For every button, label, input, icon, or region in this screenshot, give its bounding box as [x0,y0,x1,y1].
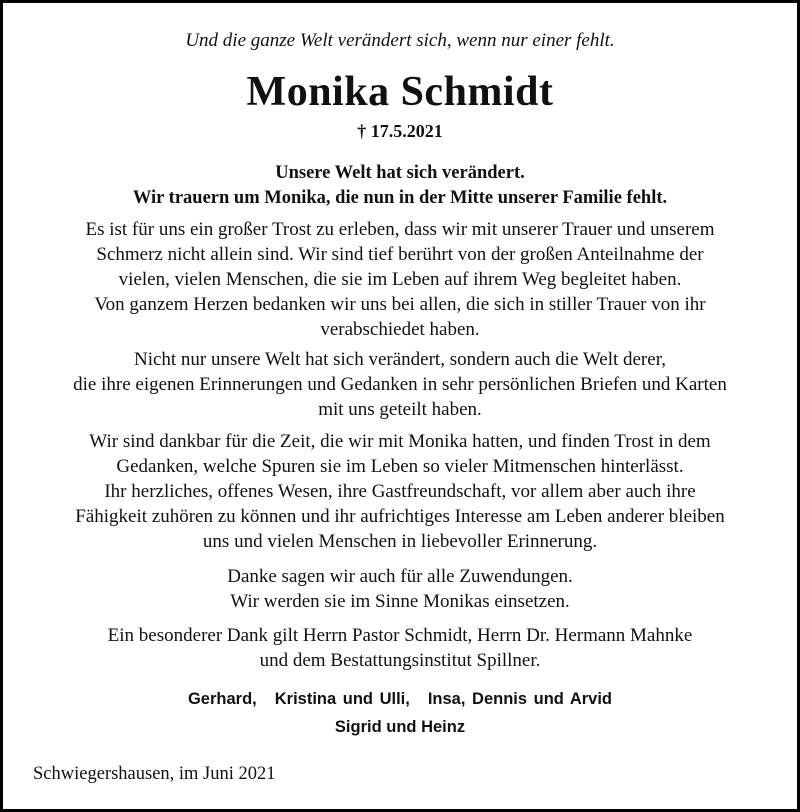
motto-quote: Und die ganze Welt verändert sich, wenn nur einer fehlt. [185,30,615,51]
lead-statement [3,161,797,211]
death-date: † 17.5.2021 [357,121,443,141]
text-line: und dem Bestattungsinstitut Spillner. [259,650,541,671]
deceased-name: Monika Schmidt [246,69,554,115]
text-line: Von ganzem Herzen bedanken wir uns bei allen, die sich in stiller Trauer von ihr [94,294,706,315]
text-line: vielen, vielen Menschen, die sie im Leben auf ihrem Weg begleitet haben. [118,269,682,290]
text-line: uns und vielen Menschen in liebevoller Erinnerung. [202,531,598,552]
text-line: mit uns geteilt haben. [318,399,482,420]
text-line: Ein besonderer Dank gilt Herrn Pastor Schmidt, Herrn Dr. Hermann Mahnke [107,625,693,646]
text-line: Gedanken, welche Spuren sie im Leben so vieler Mitmenschen hinterlässt. [116,456,684,477]
signatories-line [3,687,797,711]
paragraph-letters [3,347,797,422]
text-line: Schmerz nicht allein sind. Wir sind tief berührt von der großen Anteilnahme der [96,244,704,265]
paragraph-memories [3,429,797,554]
signatory: Kristina und Ulli, [274,690,410,708]
text-line: Es ist für uns ein großer Trost zu erleben, dass wir mit unserer Trauer und unserem [85,219,715,240]
text-line: Wir werden sie im Sinne Monikas einsetzen. [230,591,570,612]
paragraph-donations [3,564,797,614]
text-line: Wir sind dankbar für die Zeit, die wir mit Monika hatten, und finden Trost in dem [89,431,711,452]
signatory: Insa, Dennis und Arvid [427,690,613,708]
text-line: Ihr herzliches, offenes Wesen, ihre Gastfreundschaft, vor allem aber auch ihre [104,481,696,502]
text-line: Danke sagen wir auch für alle Zuwendungen. [227,566,573,587]
text-line: die ihre eigenen Erinnerungen und Gedanken in sehr persönlichen Briefen und Karten [73,374,727,395]
paragraph-gratitude [3,217,797,342]
lead-line: Unsere Welt hat sich verändert. [275,163,525,183]
text-line: verabschiedet haben. [320,319,480,340]
place-date: Schwiegershausen, im Juni 2021 [33,764,276,784]
text-line: Fähigkeit zuhören zu können und ihr aufrichtiges Interesse am Leben anderer bleiben [75,506,725,527]
paragraph-special-thanks [3,623,797,673]
signatory: Sigrid und Heinz [334,718,466,736]
text-line: Nicht nur unsere Welt hat sich verändert, sondern auch die Welt derer, [133,349,667,370]
lead-line: Wir trauern um Monika, die nun in der Mitte unserer Familie fehlt. [132,188,668,208]
signatory: Gerhard, [187,690,257,708]
